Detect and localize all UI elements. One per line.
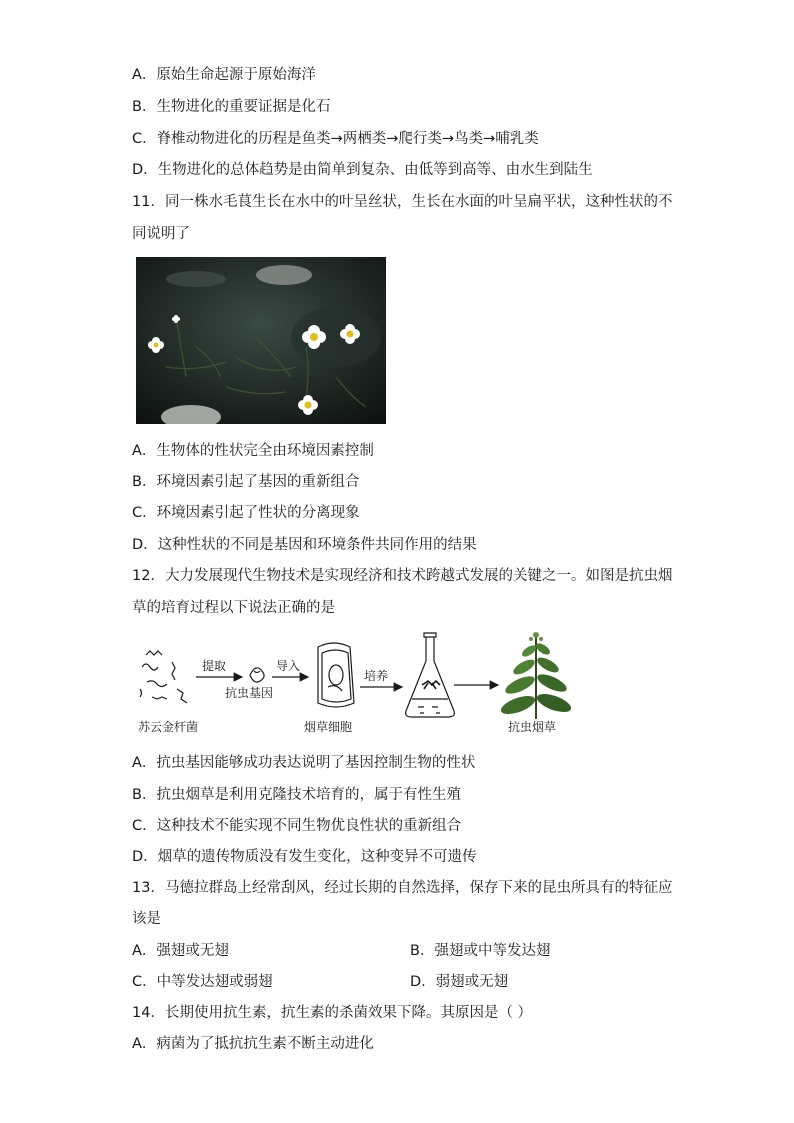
q11-stem-line2: 同说明了 xyxy=(132,226,190,242)
plant-label: 抗虫烟草 xyxy=(508,720,557,734)
transgenic-tobacco-diagram xyxy=(132,627,582,742)
step-import-label: 导入 xyxy=(276,659,301,673)
water-buttercup-photo xyxy=(136,257,386,424)
q13-option-a: A．强翅或无翅 xyxy=(132,943,229,959)
q11-option-a: A．生物体的性状完全由环境因素控制 xyxy=(132,443,374,459)
q13-option-b: B．强翅或中等发达翅 xyxy=(410,943,551,959)
gene-label: 抗虫基因 xyxy=(225,686,274,700)
q11-option-c: C．环境因素引起了性状的分离现象 xyxy=(132,505,360,521)
q14-option-a: A．病菌为了抵抗抗生素不断主动进化 xyxy=(132,1036,374,1052)
q13-option-c: C．中等发达翅或弱翅 xyxy=(132,974,273,990)
q10-option-a: A．原始生命起源于原始海洋 xyxy=(132,67,316,83)
q13-option-d: D．弱翅或无翅 xyxy=(410,974,509,990)
q11-stem-line1: 11．同一株水毛茛生长在水中的叶呈丝状，生长在水面的叶呈扁平状，这种性状的不 xyxy=(132,194,673,210)
q12-option-c: C．这种技术不能实现不同生物优良性状的重新组合 xyxy=(132,818,462,834)
q10-option-b: B．生物进化的重要证据是化石 xyxy=(132,99,331,115)
q11-option-b: B．环境因素引起了基因的重新组合 xyxy=(132,474,360,490)
q12-stem-line1: 12．大力发展现代生物技术是实现经济和技术跨越式发展的关键之一。如图是抗虫烟 xyxy=(132,568,673,584)
q12-option-b: B．抗虫烟草是利用克隆技术培育的，属于有性生殖 xyxy=(132,787,461,803)
cell-label: 烟草细胞 xyxy=(304,720,353,734)
bacteria-icon xyxy=(140,651,187,703)
q10-option-d: D．生物进化的总体趋势是由简单到复杂、由低等到高等、由水生到陆生 xyxy=(132,162,593,178)
q13-stem-line2: 该是 xyxy=(132,911,161,927)
q10-option-c: C．脊椎动物进化的历程是鱼类→两栖类→爬行类→鸟类→哺乳类 xyxy=(132,131,539,147)
q12-stem-line2: 草的培育过程以下说法正确的是 xyxy=(132,600,335,616)
culture-flask-icon xyxy=(406,633,455,717)
bacteria-label: 苏云金杆菌 xyxy=(138,720,199,734)
tobacco-plant-icon xyxy=(499,632,574,719)
q13-stem-line1: 13．马德拉群岛上经常刮风，经过长期的自然选择，保存下来的昆虫所具有的特征应 xyxy=(132,880,673,896)
q12-option-d: D．烟草的遗传物质没有发生变化，这种变异不可遗传 xyxy=(132,849,477,865)
step-extract-label: 提取 xyxy=(202,659,227,673)
tobacco-cell-icon xyxy=(318,643,354,707)
gene-icon xyxy=(250,668,264,682)
q11-option-d: D．这种性状的不同是基因和环境条件共同作用的结果 xyxy=(132,537,477,553)
step-culture-label: 培养 xyxy=(364,669,389,683)
q14-stem: 14．长期使用抗生素，抗生素的杀菌效果下降。其原因是（ ） xyxy=(132,1005,533,1021)
q12-option-a: A．抗虫基因能够成功表达说明了基因控制生物的性状 xyxy=(132,755,476,771)
